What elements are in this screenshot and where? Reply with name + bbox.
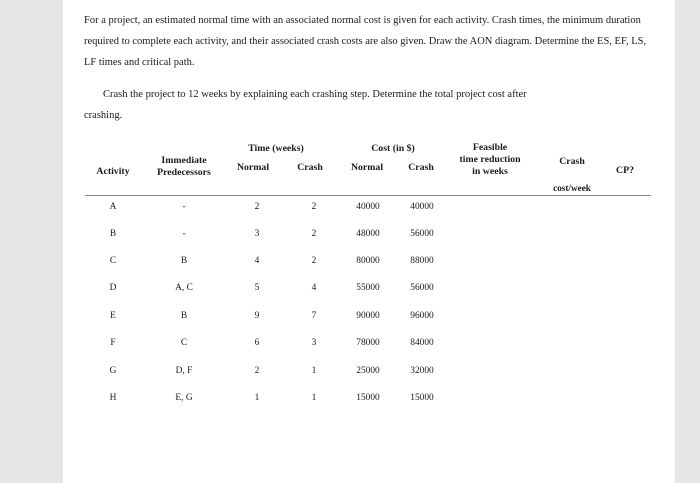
row-normal-time: 4 [254,256,260,266]
row-crash-time: 4 [311,283,317,293]
row-normal-cost: 48000 [356,229,380,239]
row-normal-cost: 15000 [356,393,380,403]
row-normal-time: 2 [254,202,260,212]
row-activity: B [109,229,117,239]
row-activity: H [109,393,117,403]
normal-cost-header: Normal [350,162,384,173]
row-predecessors: A, C [175,283,193,293]
row-normal-cost: 78000 [356,338,380,348]
row-activity: G [109,366,117,376]
cp-header: CP? [616,165,634,176]
crashing-instruction: Crash the project to 12 weeks by explaining each crashing step. Determine the total project cost after [103,89,527,100]
row-normal-time: 1 [254,393,260,403]
row-crash-time: 1 [311,366,317,376]
crash-per-week-header-line2: cost/week [553,183,591,193]
feasible-header-line2: time reduction [459,154,521,165]
row-activity: C [109,256,117,266]
row-normal-cost: 80000 [356,256,380,266]
predecessors-header-line2: Predecessors [157,167,211,178]
crashing-instruction-continued: crashing. [84,110,123,121]
row-predecessors: C [180,338,188,348]
predecessors-header-line1: Immediate [161,155,207,166]
row-crash-time: 7 [311,311,317,321]
row-crash-time: 3 [311,338,317,348]
time-weeks-header: Time (weeks) [248,143,304,154]
cost-header: Cost (in $) [371,143,415,154]
row-crash-cost: 15000 [410,393,434,403]
crash-time-header: Crash [297,162,323,173]
feasible-header-line3: in weeks [472,166,508,177]
row-normal-time: 2 [254,366,260,376]
row-crash-cost: 56000 [410,229,434,239]
row-crash-cost: 84000 [410,338,434,348]
row-activity: A [109,202,117,212]
row-predecessors: D, F [175,366,193,376]
row-crash-cost: 56000 [410,283,434,293]
row-crash-time: 2 [311,256,317,266]
normal-time-header: Normal [236,162,270,173]
row-crash-time: 1 [311,393,317,403]
row-crash-time: 2 [311,229,317,239]
row-crash-cost: 40000 [410,202,434,212]
row-normal-time: 3 [254,229,260,239]
row-normal-cost: 25000 [356,366,380,376]
row-activity: E [110,311,116,321]
row-predecessors: - [182,202,186,212]
crash-per-week-header-line1: Crash [559,156,585,167]
document-page [63,0,675,483]
row-crash-cost: 96000 [410,311,434,321]
row-predecessors: E, G [175,393,193,403]
row-predecessors: - [182,229,186,239]
row-activity: F [110,338,116,348]
row-crash-time: 2 [311,202,317,212]
row-normal-cost: 55000 [356,283,380,293]
row-normal-time: 9 [254,311,260,321]
row-activity: D [109,283,117,293]
feasible-header-line1: Feasible [472,142,508,153]
activity-header: Activity [96,166,130,177]
row-normal-time: 5 [254,283,260,293]
row-predecessors: B [180,256,188,266]
row-normal-cost: 90000 [356,311,380,321]
header-divider [85,195,651,196]
crash-cost-header: Crash [408,162,434,173]
row-crash-cost: 32000 [410,366,434,376]
row-crash-cost: 88000 [410,256,434,266]
row-normal-time: 6 [254,338,260,348]
problem-statement: For a project, an estimated normal time with an associated normal cost is given for each activity. Crash times, the minimum duration required to complete each activity, and their associated crash costs are also given. Draw the AON diagram. Determine the ES, EF, LS, LF times and critical path. [84,15,647,68]
row-predecessors: B [180,311,188,321]
row-normal-cost: 40000 [356,202,380,212]
